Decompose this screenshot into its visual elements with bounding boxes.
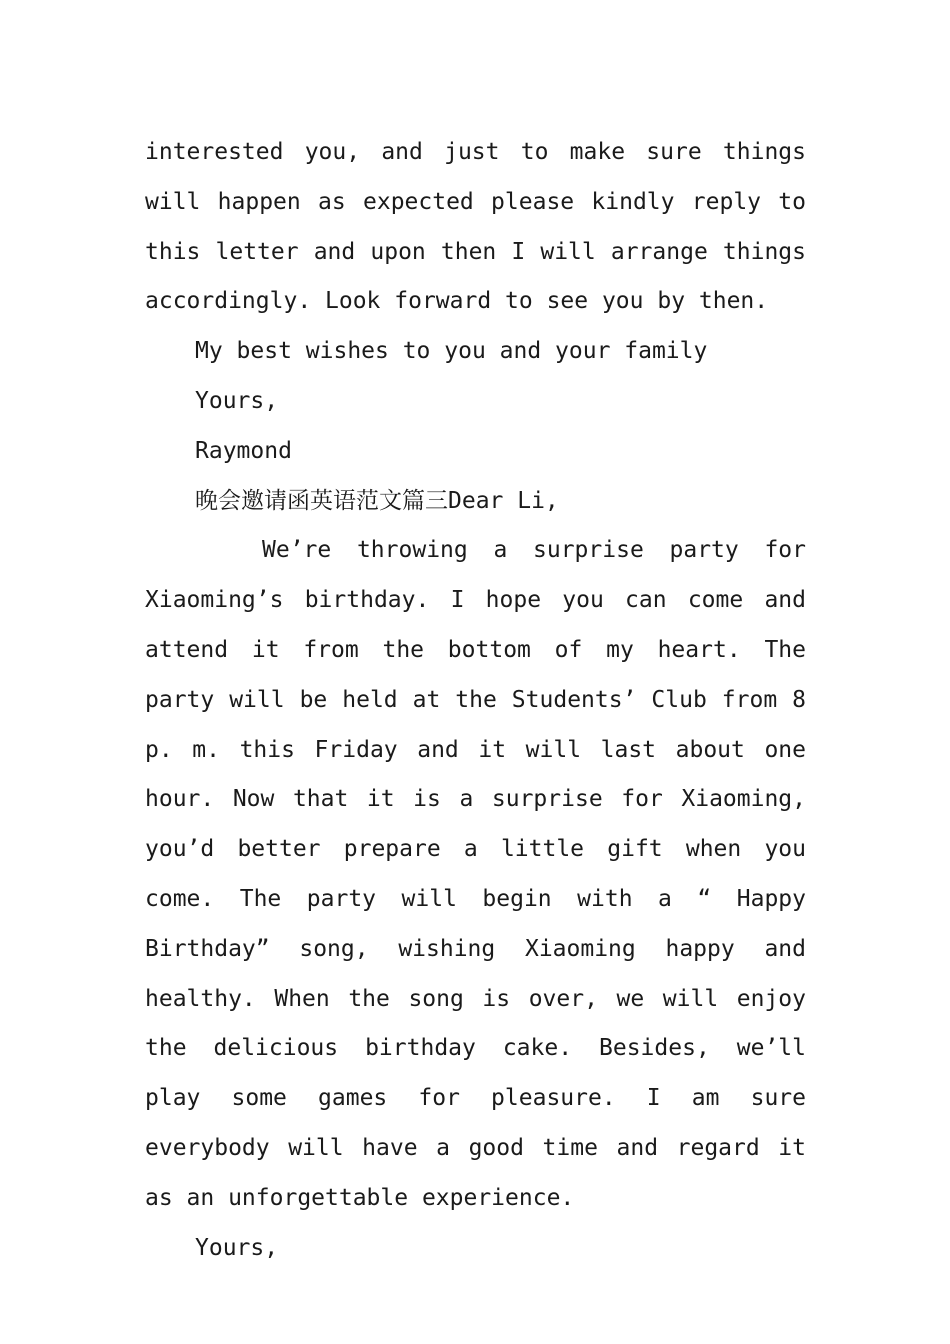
document-body: [145, 128, 806, 1273]
final-signoff: Yours,: [195, 1234, 279, 1261]
signature: Raymond: [195, 437, 292, 464]
continuation-paragraph: interested you, and just to make sure things will happen as expected please kindly reply to this letter and upon then I will arrange things accordingly. Look forward to see you by then.: [145, 139, 806, 315]
closing-wishes: My best wishes to you and your family: [195, 338, 708, 365]
section-heading-line: [145, 477, 806, 527]
section-heading: 晚会邀请函英语范文篇三: [195, 487, 448, 514]
salutation: Dear Li,: [448, 487, 559, 514]
letter-body-paragraph: We’re throwing a surprise party for Xiaoming’s birthday. I hope you can come and attend it from the bottom of my heart. The party will be held at the Students’ Club from 8 p. m. this Friday and it will last about one hour. Now that it is a surprise for Xiaoming, you’d better prepare a little gift when you come. The party will begin with a “ Happy Birthday” song, wishing Xiaoming happy and healthy. When the song is over, we will enjoy the delicious birthday cake. Besides, we’ll play some games for pleasure. I am sure everybody will have a good time and regard it as an unforgettable experience.: [145, 537, 806, 1211]
signoff: Yours,: [195, 387, 279, 414]
